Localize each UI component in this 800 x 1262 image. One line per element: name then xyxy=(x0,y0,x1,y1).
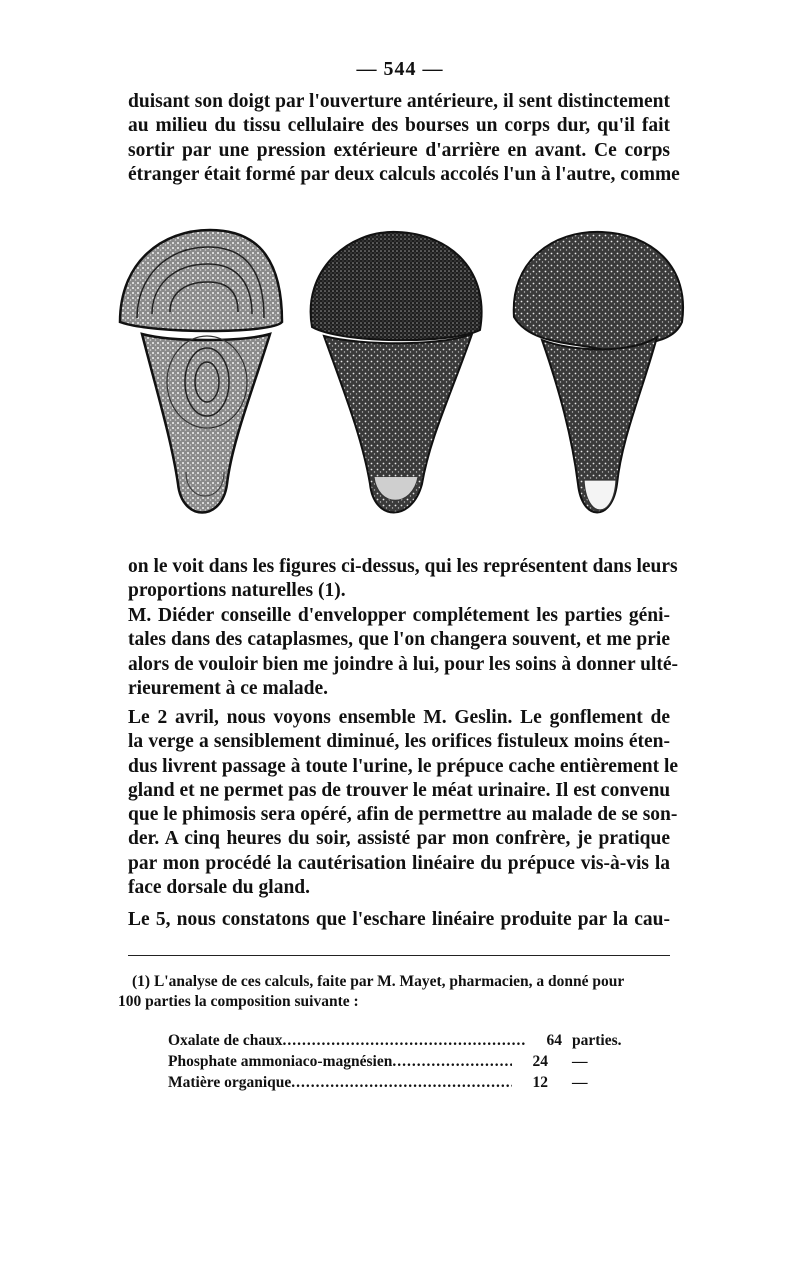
calculi-figures xyxy=(112,222,692,530)
leader-dots xyxy=(291,1072,512,1093)
text-line: gland et ne permet pas de trouver le méat urinaire. Il est convenu xyxy=(128,779,671,801)
text-line: la verge a sensiblement diminué, les orifices fistuleux moins éten- xyxy=(128,731,670,753)
text-line: sortir par une pression extérieure d'arrière en avant. Ce corps xyxy=(128,139,670,161)
component-name: Matière organique xyxy=(168,1074,292,1091)
text-line: alors de vouloir bien me joindre à lui, pour les soins à donner ulté- xyxy=(128,653,679,675)
text-line: étranger était formé par deux calculs accolés l'un à l'autre, comme xyxy=(128,163,680,185)
component-name: Phosphate ammoniaco-magnésien xyxy=(168,1053,393,1070)
component-name: Oxalate de chaux xyxy=(168,1032,283,1049)
text-line: tales dans des cataplasmes, que l'on changera souvent, et me prie xyxy=(128,629,670,651)
paragraph-top xyxy=(128,90,680,187)
paragraph-le5 xyxy=(128,908,670,932)
text-line: der. A cinq heures du soir, assisté par mon confrère, je pratique xyxy=(128,828,670,850)
composition-row xyxy=(168,1072,628,1093)
paragraph-continued xyxy=(128,555,678,604)
footnote-line: (1) L'analyse de ces calculs, faite par M. Mayet, pharmacien, a donné pour xyxy=(132,973,625,990)
footnote xyxy=(118,972,670,1012)
text-line: que le phimosis sera opéré, afin de permettre au malade de se son- xyxy=(128,804,678,826)
component-value: 12 xyxy=(532,1074,548,1091)
text-line: rieurement à ce malade. xyxy=(128,677,328,699)
text-line: face dorsale du gland. xyxy=(128,877,311,899)
calculus-section-figure xyxy=(120,230,282,513)
component-value: 24 xyxy=(532,1053,548,1070)
footnote-divider xyxy=(128,955,670,956)
text-line: M. Diéder conseille d'envelopper complétement les parties géni- xyxy=(128,605,670,626)
calculus-profile-figure xyxy=(514,232,683,513)
component-value: 64 xyxy=(546,1032,562,1049)
leader-dots xyxy=(283,1030,526,1051)
composition-table xyxy=(168,1030,628,1093)
text-line: on le voit dans les figures ci-dessus, qui les représentent dans leurs xyxy=(128,556,678,577)
footnote-line: 100 parties la composition suivante : xyxy=(118,993,359,1010)
composition-row xyxy=(168,1030,628,1051)
calculus-front-figure xyxy=(311,232,482,513)
text-line: proportions naturelles (1). xyxy=(128,580,346,602)
text-line: duisant son doigt par l'ouverture antérieure, il sent distinctement xyxy=(128,91,670,112)
paragraph-dieder xyxy=(128,604,679,701)
text-line: Le 2 avril, nous voyons ensemble M. Geslin. Le gonflement de xyxy=(128,707,670,728)
leader-dots xyxy=(392,1051,512,1072)
text-line: au milieu du tissu cellulaire des bourses un corps dur, qu'il fait xyxy=(128,115,670,137)
text-line: Le 5, nous constatons que l'eschare linéaire produite par la cau- xyxy=(128,909,670,930)
text-line: par mon procédé la cautérisation linéaire du prépuce vis-à-vis la xyxy=(128,852,670,874)
page-number: — 544 — xyxy=(356,58,444,80)
composition-row xyxy=(168,1051,628,1072)
text-line: dus livrent passage à toute l'urine, le prépuce cache entièrement le xyxy=(128,755,679,777)
paragraph-avril xyxy=(128,706,679,900)
component-unit: — xyxy=(572,1053,588,1070)
component-unit: — xyxy=(572,1074,588,1091)
component-unit: parties. xyxy=(572,1032,622,1049)
